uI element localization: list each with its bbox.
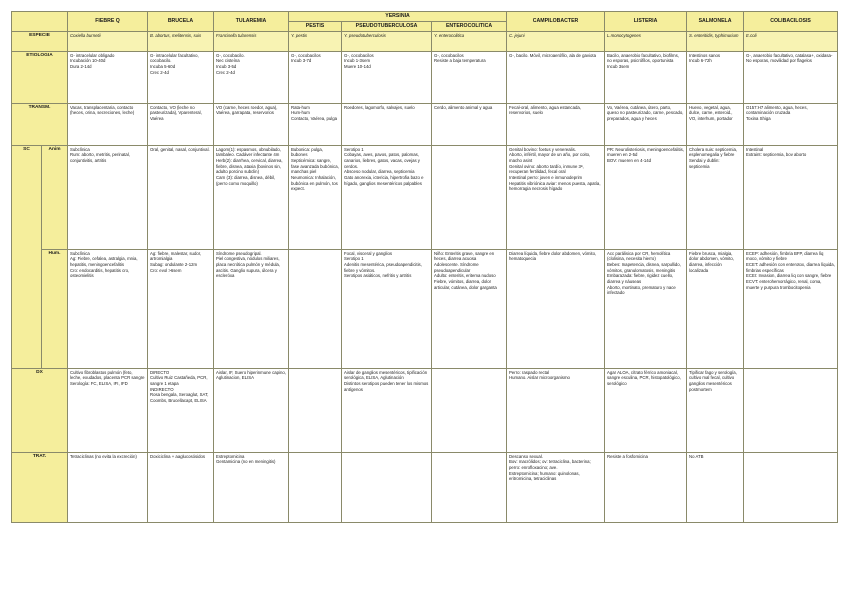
row-label-dx: DX bbox=[12, 368, 68, 452]
cell-especie-0: Coxiella burnetii bbox=[68, 31, 148, 51]
table-body bbox=[12, 31, 838, 522]
cell-dx-9 bbox=[744, 368, 838, 452]
cell-transm-8: Huevo, vegetal, agua, dulce, carne, esteroid., VO, interhum, portador bbox=[687, 103, 744, 145]
table-row-transm bbox=[12, 103, 838, 145]
cell-transm-1: Contacto, VO (leche no pasteurizada), Vparenteral, Vaérea bbox=[148, 103, 214, 145]
cell-transm-9: O157:H7 alimento, agua, heces, contaminación cruzada Toxina Shiga bbox=[744, 103, 838, 145]
cell-especie-2: Francisella tularensis bbox=[214, 31, 289, 51]
table-row-sc-anim bbox=[12, 145, 838, 249]
cell-sc-anim-0: Subclínica Rum: aborto, metritis, perinatal, conjuntivitis, artritis bbox=[68, 145, 148, 249]
row-label-transm: TRANSM. bbox=[12, 103, 68, 145]
cell-trat-7: Resiste a fosfomicina bbox=[605, 452, 687, 522]
col-header-salmonela: SALMONELA bbox=[687, 12, 744, 32]
cell-trat-2: Estreptomicina Gentamicina (no en meningitis) bbox=[214, 452, 289, 522]
cell-trat-6: Descanso sexual. Bov: macrólidos; ov: tetraciclina, bacterina; perro: enrofloxacino; ave. Estreptomicina; humano: quinolonas, eritromicina, tetraciclinas bbox=[507, 452, 605, 522]
cell-especie-6: C. jejuni bbox=[507, 31, 605, 51]
cell-etiologia-7: Bacilo, anaerobio facultativo, biofilms, no esporas, psicrófilos, oportunista Incub 3sem bbox=[605, 51, 687, 103]
cell-sc-hum-4: Focal, visceral y ganglios Serotipo 1 Adenitis mesentérica, pseudoapendicitis, fiebre y vómitos. Serotipos asiáticos, nefritis y artritis bbox=[342, 249, 432, 368]
disease-comparison-table bbox=[11, 11, 838, 523]
cell-trat-9 bbox=[744, 452, 838, 522]
col-header-tularemia: TULAREMIA bbox=[214, 12, 289, 32]
cell-trat-8: No ATB bbox=[687, 452, 744, 522]
cell-dx-3 bbox=[289, 368, 342, 452]
table-row-trat bbox=[12, 452, 838, 522]
cell-sc-anim-3: Bubonica: pulga, bubones Septicémica: sangre, fase avanzada bubónica, manchas piel Neumonica: Inhalación, bubónica en pulmón, tos expect. bbox=[289, 145, 342, 249]
cell-sc-hum-6: Diarrea líquida, fiebre dolor abdomen, vómito, hematoquecia bbox=[507, 249, 605, 368]
cell-dx-8: Tipificar fago y serología, cultivo mal fecal, cultivo ganglios mesentéricos postmortem bbox=[687, 368, 744, 452]
cell-transm-3: Rata-hum Hum-hum Contacto, Vaérea, pulga bbox=[289, 103, 342, 145]
cell-dx-4: Aislar de ganglios mesentéricos, tipificación serológica, ELISA, Aglutinación Distintos serotipos pueden tener los mismos antígenos bbox=[342, 368, 432, 452]
col-header-fiebre-q: FIEBRE Q bbox=[68, 12, 148, 32]
cell-trat-1: Doxiciclina + aaglucosósidos bbox=[148, 452, 214, 522]
cell-especie-5: Y. enterocolitica bbox=[432, 31, 507, 51]
cell-sc-anim-8: Cholera suis: septicemia, esplenomegalia y fiebre Sendai y dublin: septicemia bbox=[687, 145, 744, 249]
cell-sc-anim-9: Intestinal Extraint: septicemia, bov aborto bbox=[744, 145, 838, 249]
col-header-brucela: BRUCELA bbox=[148, 12, 214, 32]
cell-etiologia-8: Intestinos sanos Incub 6-72h bbox=[687, 51, 744, 103]
table-row-etiologia bbox=[12, 51, 838, 103]
cell-transm-6: Fecal-oral, alimento, agua estancada, reservorios, suelo bbox=[507, 103, 605, 145]
cell-transm-5: Cerdo, alimento animal y agua bbox=[432, 103, 507, 145]
cell-etiologia-1: G- intracelular facultativo, cocobacilo. Incuba 5-60d Crec 2-4d bbox=[148, 51, 214, 103]
cell-especie-3: Y. pestis bbox=[289, 31, 342, 51]
col-header-yersinia: YERSINIA bbox=[289, 12, 507, 22]
col-header-pseudotuberculosa: PSEUDOTUBERCULOSA bbox=[342, 21, 432, 31]
cell-etiologia-6: G-, bacilo. Móvil, microaerófilo, ala de gaviota bbox=[507, 51, 605, 103]
cell-sc-hum-1: Ag: fiebre, malestar, sudor, artromialgia Subag: ondulante 2-12m Cro: evol >6sem bbox=[148, 249, 214, 368]
cell-sc-anim-5 bbox=[432, 145, 507, 249]
cell-sc-hum-8: Fiebre brusca, mialgia, dolor abdomen, vómito, diarrea, infección localizada bbox=[687, 249, 744, 368]
table-row-especie bbox=[12, 31, 838, 51]
cell-dx-7: Agar ALOA, cítrato férrico amoniacal, sangre esculina, PCR, histopatológico, serológico bbox=[605, 368, 687, 452]
cell-sc-hum-9: ECEP: adhesión, fimbria BFP, diarrea líq moco, vómito y fiebre ECET: adhesión con enterotox, diarrea líquida, fimbrias específicas ECEI: Invasion, diarrea liq con sangre, fiebre ECVT: enterohemorrágico, renal, coma, muerte y purpura trombocitopenia bbox=[744, 249, 838, 368]
col-header-campilobacter: CAMPILOBACTER bbox=[507, 12, 605, 32]
table-row-dx bbox=[12, 368, 838, 452]
cell-trat-3 bbox=[289, 452, 342, 522]
cell-trat-5 bbox=[432, 452, 507, 522]
cell-transm-0: Vacas, transplacentaria, contacto (heces, orina, secreciones, leche) bbox=[68, 103, 148, 145]
cell-sc-hum-3 bbox=[289, 249, 342, 368]
cell-trat-4 bbox=[342, 452, 432, 522]
row-label-sc: SC bbox=[12, 145, 42, 368]
cell-etiologia-2: G-, cocobacilo. Nec cisteína Incub 3-5d Crec 2-4d bbox=[214, 51, 289, 103]
cell-etiologia-4: G-, cocobacilos Incub 1-3sem Muere 10-14d bbox=[342, 51, 432, 103]
row-sublabel-anim: Anim bbox=[42, 145, 68, 249]
cell-sc-anim-7: PR: Neurolisteriosis, meningoencefalitis, mueren en 2-5d BOV: mueren en 4-14d bbox=[605, 145, 687, 249]
cell-sc-hum-0: Subclínica Ag: Fiebre, cefalea, astralgia, mnia, hepatitis, meningoencefalitis Cro: endocarditis, hepatitis cro, osteomielitis bbox=[68, 249, 148, 368]
cell-dx-0: Cultivo fibroblastos pulmón (feto, leche, exudados, placenta PCR sangre Serología: FC, ELISA, IFI, IFD bbox=[68, 368, 148, 452]
cell-etiologia-0: G- intracelular obligado Incubación 10-40d Dura 2-14d bbox=[68, 51, 148, 103]
cell-dx-2: Aislar, IF, Suero hiperinmune capino, Aglutinacion, ELISA bbox=[214, 368, 289, 452]
cell-especie-1: B. abortus, melitensis, suis bbox=[148, 31, 214, 51]
corner-header bbox=[12, 12, 68, 32]
cell-sc-anim-6: Genital bovino: foetus y venerealis. Aborto, infértil, mayor de un año, por coito, macho asint Genital ovino: aborto tardío, inmune 3ª, recuperan fertilidad, fecal oral Intestinal perro: joven e inmunodeprim Hepatitis vibriónica aviar: menos puesta, apatía, hemorragia necrosis hígado bbox=[507, 145, 605, 249]
cell-etiologia-9: G-, anaerobio facultativo, catalasa+, oxidasa- No esporas, movilidad por flagelos bbox=[744, 51, 838, 103]
cell-especie-9: E.coli bbox=[744, 31, 838, 51]
cell-sc-anim-2: Lagom(1): espasmos, obnubilado, tambaleo. Cadáver infectante 4m Herb(2): diarrhea, cervical, diarrea, fiebre, disnea, ataxia (bovinos sin, adulto porcino subclin) Carn (3): diarrea, disnea, débil, (perro como moquillo) bbox=[214, 145, 289, 249]
col-header-listeria: LISTERIA bbox=[605, 12, 687, 32]
cell-sc-anim-1: Oral, genital, nasal, conjuntival. bbox=[148, 145, 214, 249]
cell-etiologia-3: G-, cocobacilos Incub 3-7d bbox=[289, 51, 342, 103]
table-row-sc-hum bbox=[12, 249, 838, 368]
cell-etiologia-5: G-, cocobacilos Resiste a baja temperatura bbox=[432, 51, 507, 103]
cell-sc-hum-7: Acc parálisica por CR, hemolítica (clolisina, necesita hierro) Bebes: Inapetencia, disnea, sarpullido, vómitos, granulomatosis, meningitis Embarazada: fiebre, rigidez cuello, diarrea y náuseas Aborto, mortinato, prematuro y nace infectado bbox=[605, 249, 687, 368]
cell-especie-4: Y. pseudotuberculosis bbox=[342, 31, 432, 51]
col-header-pestis: PESTIS bbox=[289, 21, 342, 31]
cell-dx-1: DIRECTO Cultivo Ruiz Castañeda, PCR, sangre 1 etapa INDIRECTO Rosa bengala, Seroaglut, SAT, Coombs, Brucellacapt, ELISA bbox=[148, 368, 214, 452]
cell-sc-hum-2: Síndrome pseudogripal. Piel congestiva, nódulos miliares, placa necrótica pulmón y médula, ascitis. Ganglio supura, úlcera y escleróxa bbox=[214, 249, 289, 368]
header-row-1 bbox=[12, 12, 838, 22]
row-label-etiologia: ETIOLOGIA bbox=[12, 51, 68, 103]
cell-sc-hum-5: Niño: Enteritis grave, sangre en heces, diarrea acuosa Adolescente. Síndrome pseudoapendicular Adulto: enteritis, eritema nudoso Fiebre, vómitos, diarrea, dolor articular, cutánea, dolor garganta bbox=[432, 249, 507, 368]
row-label-especie: ESPECIE bbox=[12, 31, 68, 51]
cell-sc-anim-4: Serotipo 1 Cobayas, aves, pavos, patos, palomas, canarios, liebres, gatos, vacas, ovejas y cerdos. Absceso nodular, diarrea, septicemia Gato anorexia, ictericia, hipertrofia bazo e hígado, ganglios mesentéricos palpables bbox=[342, 145, 432, 249]
cell-transm-4: Roedores, lagomorfo, salvajes, suelo bbox=[342, 103, 432, 145]
cell-dx-6: Perro: raspado rectal Humano. Aislar microorganismo bbox=[507, 368, 605, 452]
cell-trat-0: Tetraciclinas (no evita la excreción) bbox=[68, 452, 148, 522]
disease-table-sheet bbox=[11, 11, 837, 523]
cell-transm-7: Vo, Vaérea, cutánea, útero, parto, queso no pasteurizado, carne, pescado, preparados, agua y heces bbox=[605, 103, 687, 145]
cell-transm-2: VO (carne, heces roedor, agua), Vaérea, garrapata, reservorios bbox=[214, 103, 289, 145]
cell-especie-8: S. enteritidis, typhimurium bbox=[687, 31, 744, 51]
cell-especie-7: L.monocytogenes bbox=[605, 31, 687, 51]
row-sublabel-hum: Hum. bbox=[42, 249, 68, 368]
col-header-colibacilosis: COLIBACILOSIS bbox=[744, 12, 838, 32]
cell-dx-5 bbox=[432, 368, 507, 452]
col-header-enterocolitica: ENTEROCOLITICA bbox=[432, 21, 507, 31]
row-label-trat: TRAT. bbox=[12, 452, 68, 522]
